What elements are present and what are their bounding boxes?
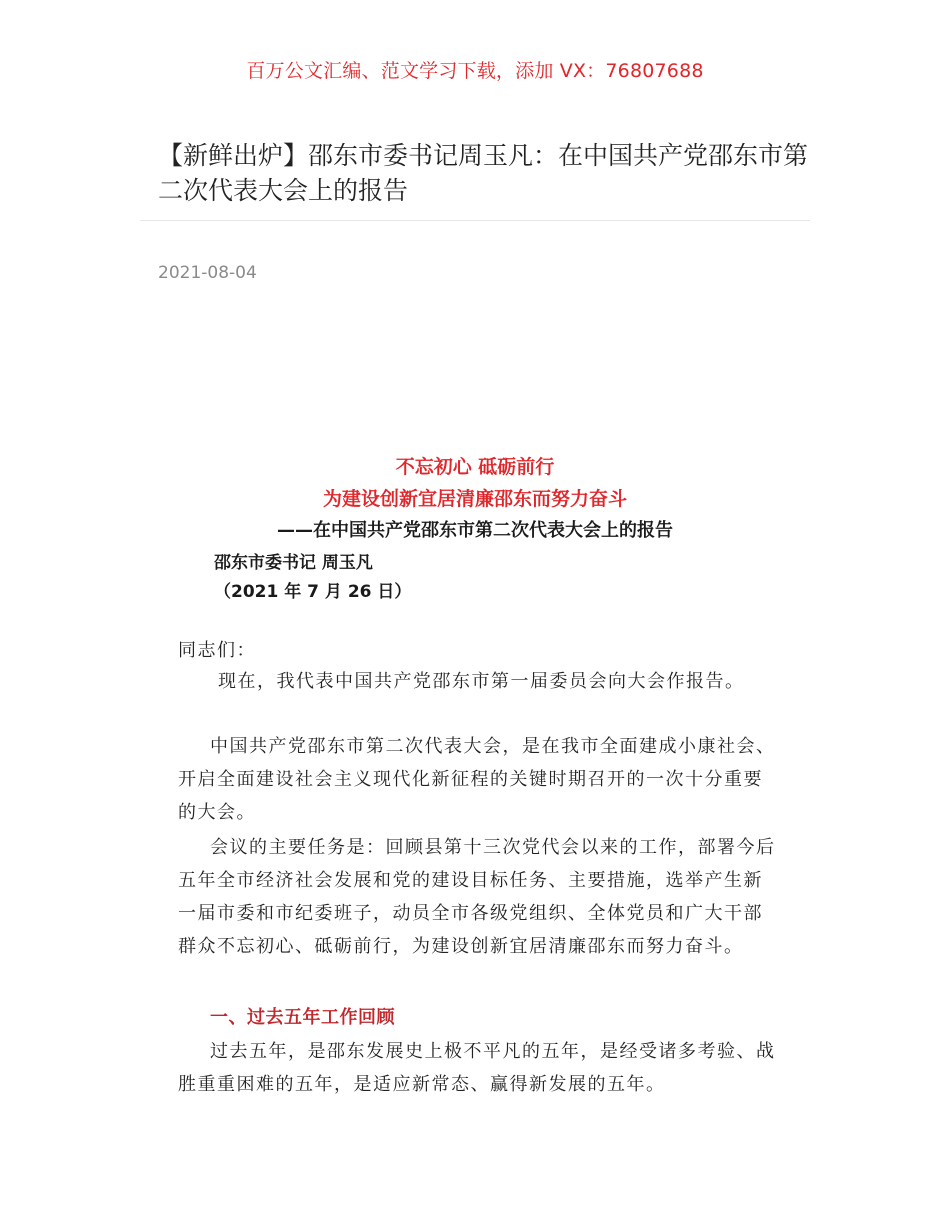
- section-heading: 一、过去五年工作回顾: [210, 1007, 395, 1028]
- report-headline-line1: 不忘初心 砥砺前行: [395, 456, 555, 478]
- report-author: 邵东市委书记 周玉凡: [214, 553, 373, 573]
- report-headline-line2: 为建设创新宜居清廉邵东而努力奋斗: [322, 488, 627, 510]
- salutation: 同志们：: [178, 640, 256, 661]
- title-divider: [140, 220, 810, 221]
- report-date: （2021 年 7 月 26 日）: [214, 582, 412, 602]
- report-subtitle: ——在中国共产党邵东市第二次代表大会上的报告: [277, 520, 673, 541]
- publish-date: 2021-08-04: [158, 263, 257, 283]
- body-paragraph: 过去五年，是邵东发展史上极不平凡的五年，是经受诸多考验、战胜重重困难的五年，是适应新常态、赢得新发展的五年。: [178, 1041, 776, 1095]
- body-paragraph: 现在，我代表中国共产党邵东市第一届委员会向大会作报告。: [218, 671, 745, 692]
- body-paragraph: 会议的主要任务是：回顾县第十三次党代会以来的工作，部署今后五年全市经济社会发展和党的建设目标任务、主要措施，选举产生新一届市委和市纪委班子，动员全市各级党组织、全体党员和广大干部群众不忘初心、砥砺前行，为建设创新宜居清廉邵东而努力奋斗。: [178, 837, 776, 957]
- page-title: 【新鲜出炉】邵东市委书记周玉凡：在中国共产党邵东市第二次代表大会上的报告: [158, 141, 809, 205]
- watermark-banner: 百万公文汇编、范文学习下载，添加 VX：76807688: [246, 60, 704, 82]
- body-paragraph: 中国共产党邵东市第二次代表大会，是在我市全面建成小康社会、开启全面建设社会主义现代化新征程的关键时期召开的一次十分重要的大会。: [178, 736, 776, 823]
